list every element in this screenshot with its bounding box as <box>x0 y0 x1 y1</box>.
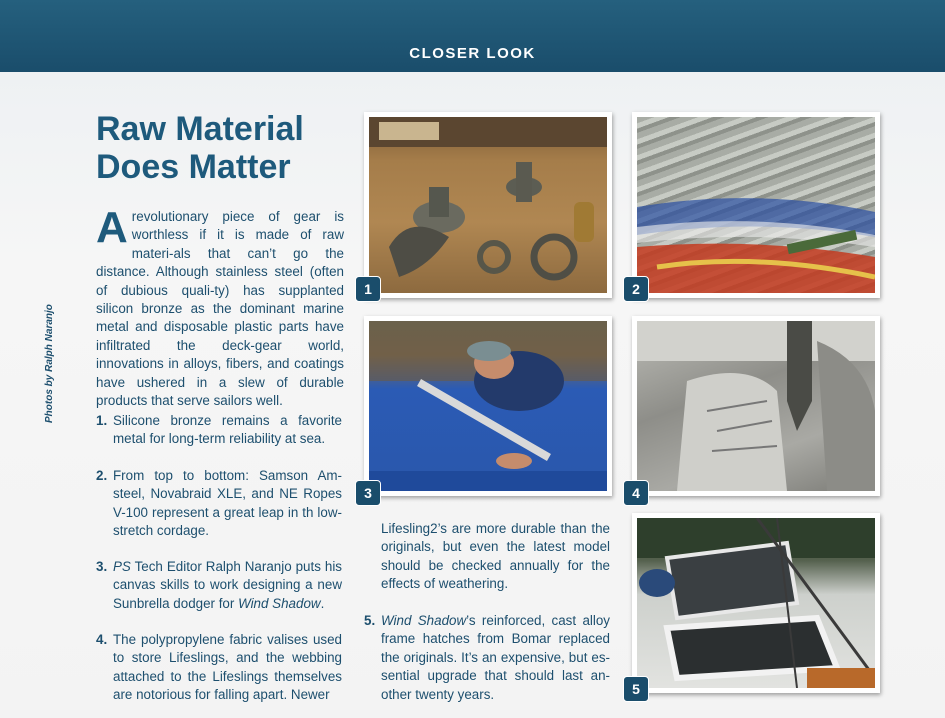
intro-text: revolutionary piece of gear is worthless if it is made of raw materi-als that can’t go the distance. Although stainless steel (often of dubious quali-ty) has supplanted silicon bronze as the dominant marine metal and disposable plastic parts have infiltrated the deck-gear world, innovations in alloys, fibers, and coatings have ushered in a slew of durable products that serve sailors well. <box>96 209 344 409</box>
photo-hatch <box>632 513 880 693</box>
photo-badge-4: 4 <box>623 480 649 506</box>
caption-1 <box>96 412 342 449</box>
lifesling-illustration <box>637 321 875 491</box>
caption-2 <box>96 467 342 541</box>
caption-italic: Wind Shadow <box>381 613 467 628</box>
photo-badge-5: 5 <box>623 676 649 702</box>
photo-lifesling <box>632 316 880 496</box>
caption-text: From top to bottom: Samson Am-steel, Novabraid XLE, and NE Ropes V-100 represent a great leap in th low-stretch cordage. <box>113 468 342 539</box>
caption-text: The polypropylene fabric valises used to store Lifeslings, and the webbing attached to the Lifeslings themselves are notorious for falling apart. Newer <box>113 632 342 703</box>
caption-number: 2. <box>96 468 108 483</box>
caption-text: Wind Shadow’s reinforced, cast alloy frame hatches from Bomar replaced the originals. It’s an expensive, but es-sential upgrade that should last an-other twenty years. <box>381 613 610 702</box>
photo-badge-2: 2 <box>623 276 649 302</box>
intro-paragraph <box>96 203 344 410</box>
photo-image <box>369 321 607 491</box>
headline-line-1: Raw Material <box>96 110 304 148</box>
photo-ropes <box>632 112 880 298</box>
headline-line-2: Does Matter <box>96 148 291 186</box>
caption-number: 5. <box>364 613 376 628</box>
header-bar <box>0 0 945 72</box>
photo-badge-3: 3 <box>355 480 381 506</box>
caption-number: 3. <box>96 559 108 574</box>
photo-image <box>369 117 607 293</box>
caption-5 <box>364 612 610 704</box>
photo-image <box>637 321 875 491</box>
drop-cap: A <box>96 203 128 252</box>
caption-italic: Wind Shadow <box>238 595 321 611</box>
photo-badge-1: 1 <box>355 276 381 302</box>
caption-italic: PS <box>113 559 131 574</box>
photo-canvas-work <box>364 316 612 496</box>
caption-3 <box>96 558 342 613</box>
canvas-illustration <box>369 321 607 491</box>
rope-illustration <box>637 117 875 293</box>
photo-bronze-hardware <box>364 112 612 298</box>
section-label: CLOSER LOOK <box>409 45 536 62</box>
photo-credit: Photos by Ralph Naranjo <box>44 304 55 423</box>
caption-text: PS Tech Editor Ralph Naranjo puts his canvas skills to work designing a new Sunbrella dodger for Wind Shadow. <box>113 559 342 611</box>
caption-text: Silicone bronze remains a favorite metal for long-term reliability at sea. <box>113 413 342 447</box>
caption-4-continued: Lifesling2’s are more durable than the originals, but even the latest model should be checked annually for the effects of weathering. <box>381 521 610 592</box>
hardware-illustration <box>369 117 607 293</box>
photo-image <box>637 518 875 688</box>
hatch-illustration <box>637 518 875 688</box>
caption-number: 1. <box>96 413 108 428</box>
caption-4 <box>96 631 342 705</box>
photo-image <box>637 117 875 293</box>
article-headline <box>96 110 356 186</box>
caption-number: 4. <box>96 632 108 647</box>
